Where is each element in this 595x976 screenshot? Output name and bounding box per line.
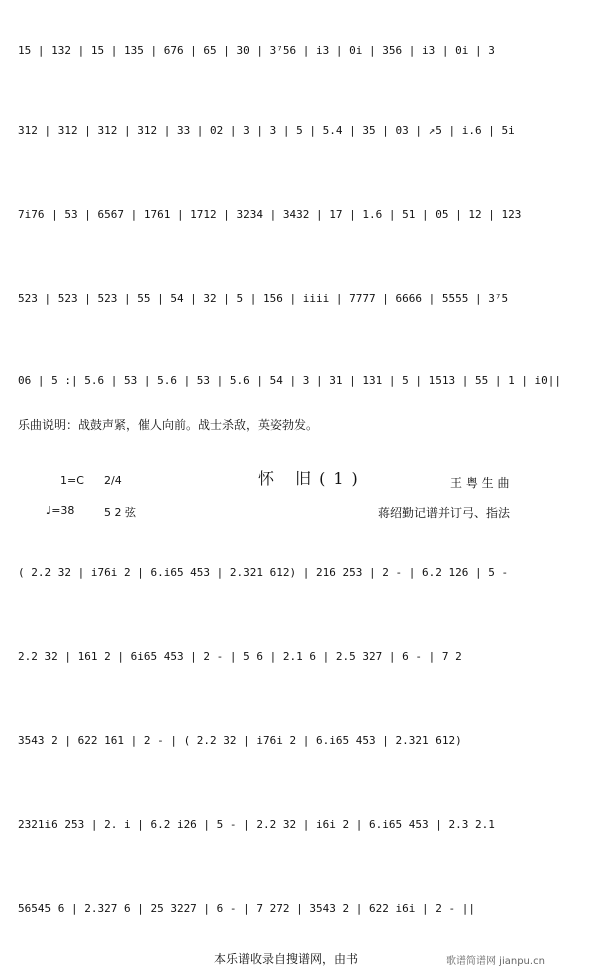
score-row-5 (0, 374, 595, 402)
score-line: 7i76 | 53 | 6567 | 1761 | 1712 | 3234 | 3432 | 17 | 1.6 | 51 | 05 | 12 | 123 (18, 208, 522, 221)
score-row-4 (0, 292, 595, 320)
score-line: 3543 2 | 622 161 | 2 - | ( 2.2 32 | i76i 2 | 6.i65 453 | 2.321 612) (18, 734, 462, 747)
score-row-7 (0, 650, 595, 678)
music-description: 乐曲说明：战鼓声紧，催人向前。战士杀敌，英姿勃发。 (18, 418, 319, 432)
score-row-6 (0, 566, 595, 594)
arranger-credit: 蒋绍勤记谱并订弓、指法 (378, 506, 511, 520)
score-line: 15 | 132 | 15 | 135 | 676 | 65 | 30 | 3⁷56 | i3 | 0i | 356 | i3 | 0i | 3 (18, 44, 495, 57)
score-line: 2.2 32 | 161 2 | 6i65 453 | 2 - | 5 6 | 2.1 6 | 2.5 327 | 6 - | 7 2 (18, 650, 462, 663)
score-line: 56545 6 | 2.327 6 | 25 3227 | 6 - | 7 272 | 3543 2 | 622 i6i | 2 - || (18, 902, 475, 915)
score-row-1 (0, 44, 595, 72)
score-line: ( 2.2 32 | i76i 2 | 6.i65 453 | 2.321 612) | 216 253 | 2 - | 6.2 126 | 5 - (18, 566, 509, 579)
piece-title: 怀 旧(1) (258, 469, 366, 488)
time-signature: 2/4 (104, 474, 122, 487)
score-row-9 (0, 818, 595, 846)
score-row-8 (0, 734, 595, 762)
score-line: 312 | 312 | 312 | 312 | 33 | 02 | 3 | 3 | 5 | 5.4 | 35 | 03 | ↗5 | i.6 | 5i (18, 124, 515, 137)
score-row-3 (0, 208, 595, 236)
score-line: 06 | 5 :| 5.6 | 53 | 5.6 | 53 | 5.6 | 54 | 3 | 31 | 131 | 5 | 1513 | 55 | 1 | i0|| (18, 374, 562, 387)
score-row-2 (0, 124, 595, 152)
score-line: 523 | 523 | 523 | 55 | 54 | 32 | 5 | 156 | iiii | 7777 | 6666 | 5555 | 3⁷5 (18, 292, 509, 305)
footer-text: 本乐谱收录自搜谱网，由书 (214, 952, 359, 966)
watermark: 歌谱简谱网 jianpu.cn (446, 956, 545, 967)
score-row-10 (0, 902, 595, 930)
composer: 王 粤 生 曲 (450, 476, 510, 490)
key-signature: 1=C (60, 474, 84, 487)
score-line: 2321i6 253 | 2. i | 6.2 i26 | 5 - | 2.2 32 | i6i 2 | 6.i65 453 | 2.3 2.1 (18, 818, 495, 831)
string-tuning: 5 2 弦 (104, 506, 136, 519)
tempo-marking: ♩=38 (46, 504, 75, 517)
